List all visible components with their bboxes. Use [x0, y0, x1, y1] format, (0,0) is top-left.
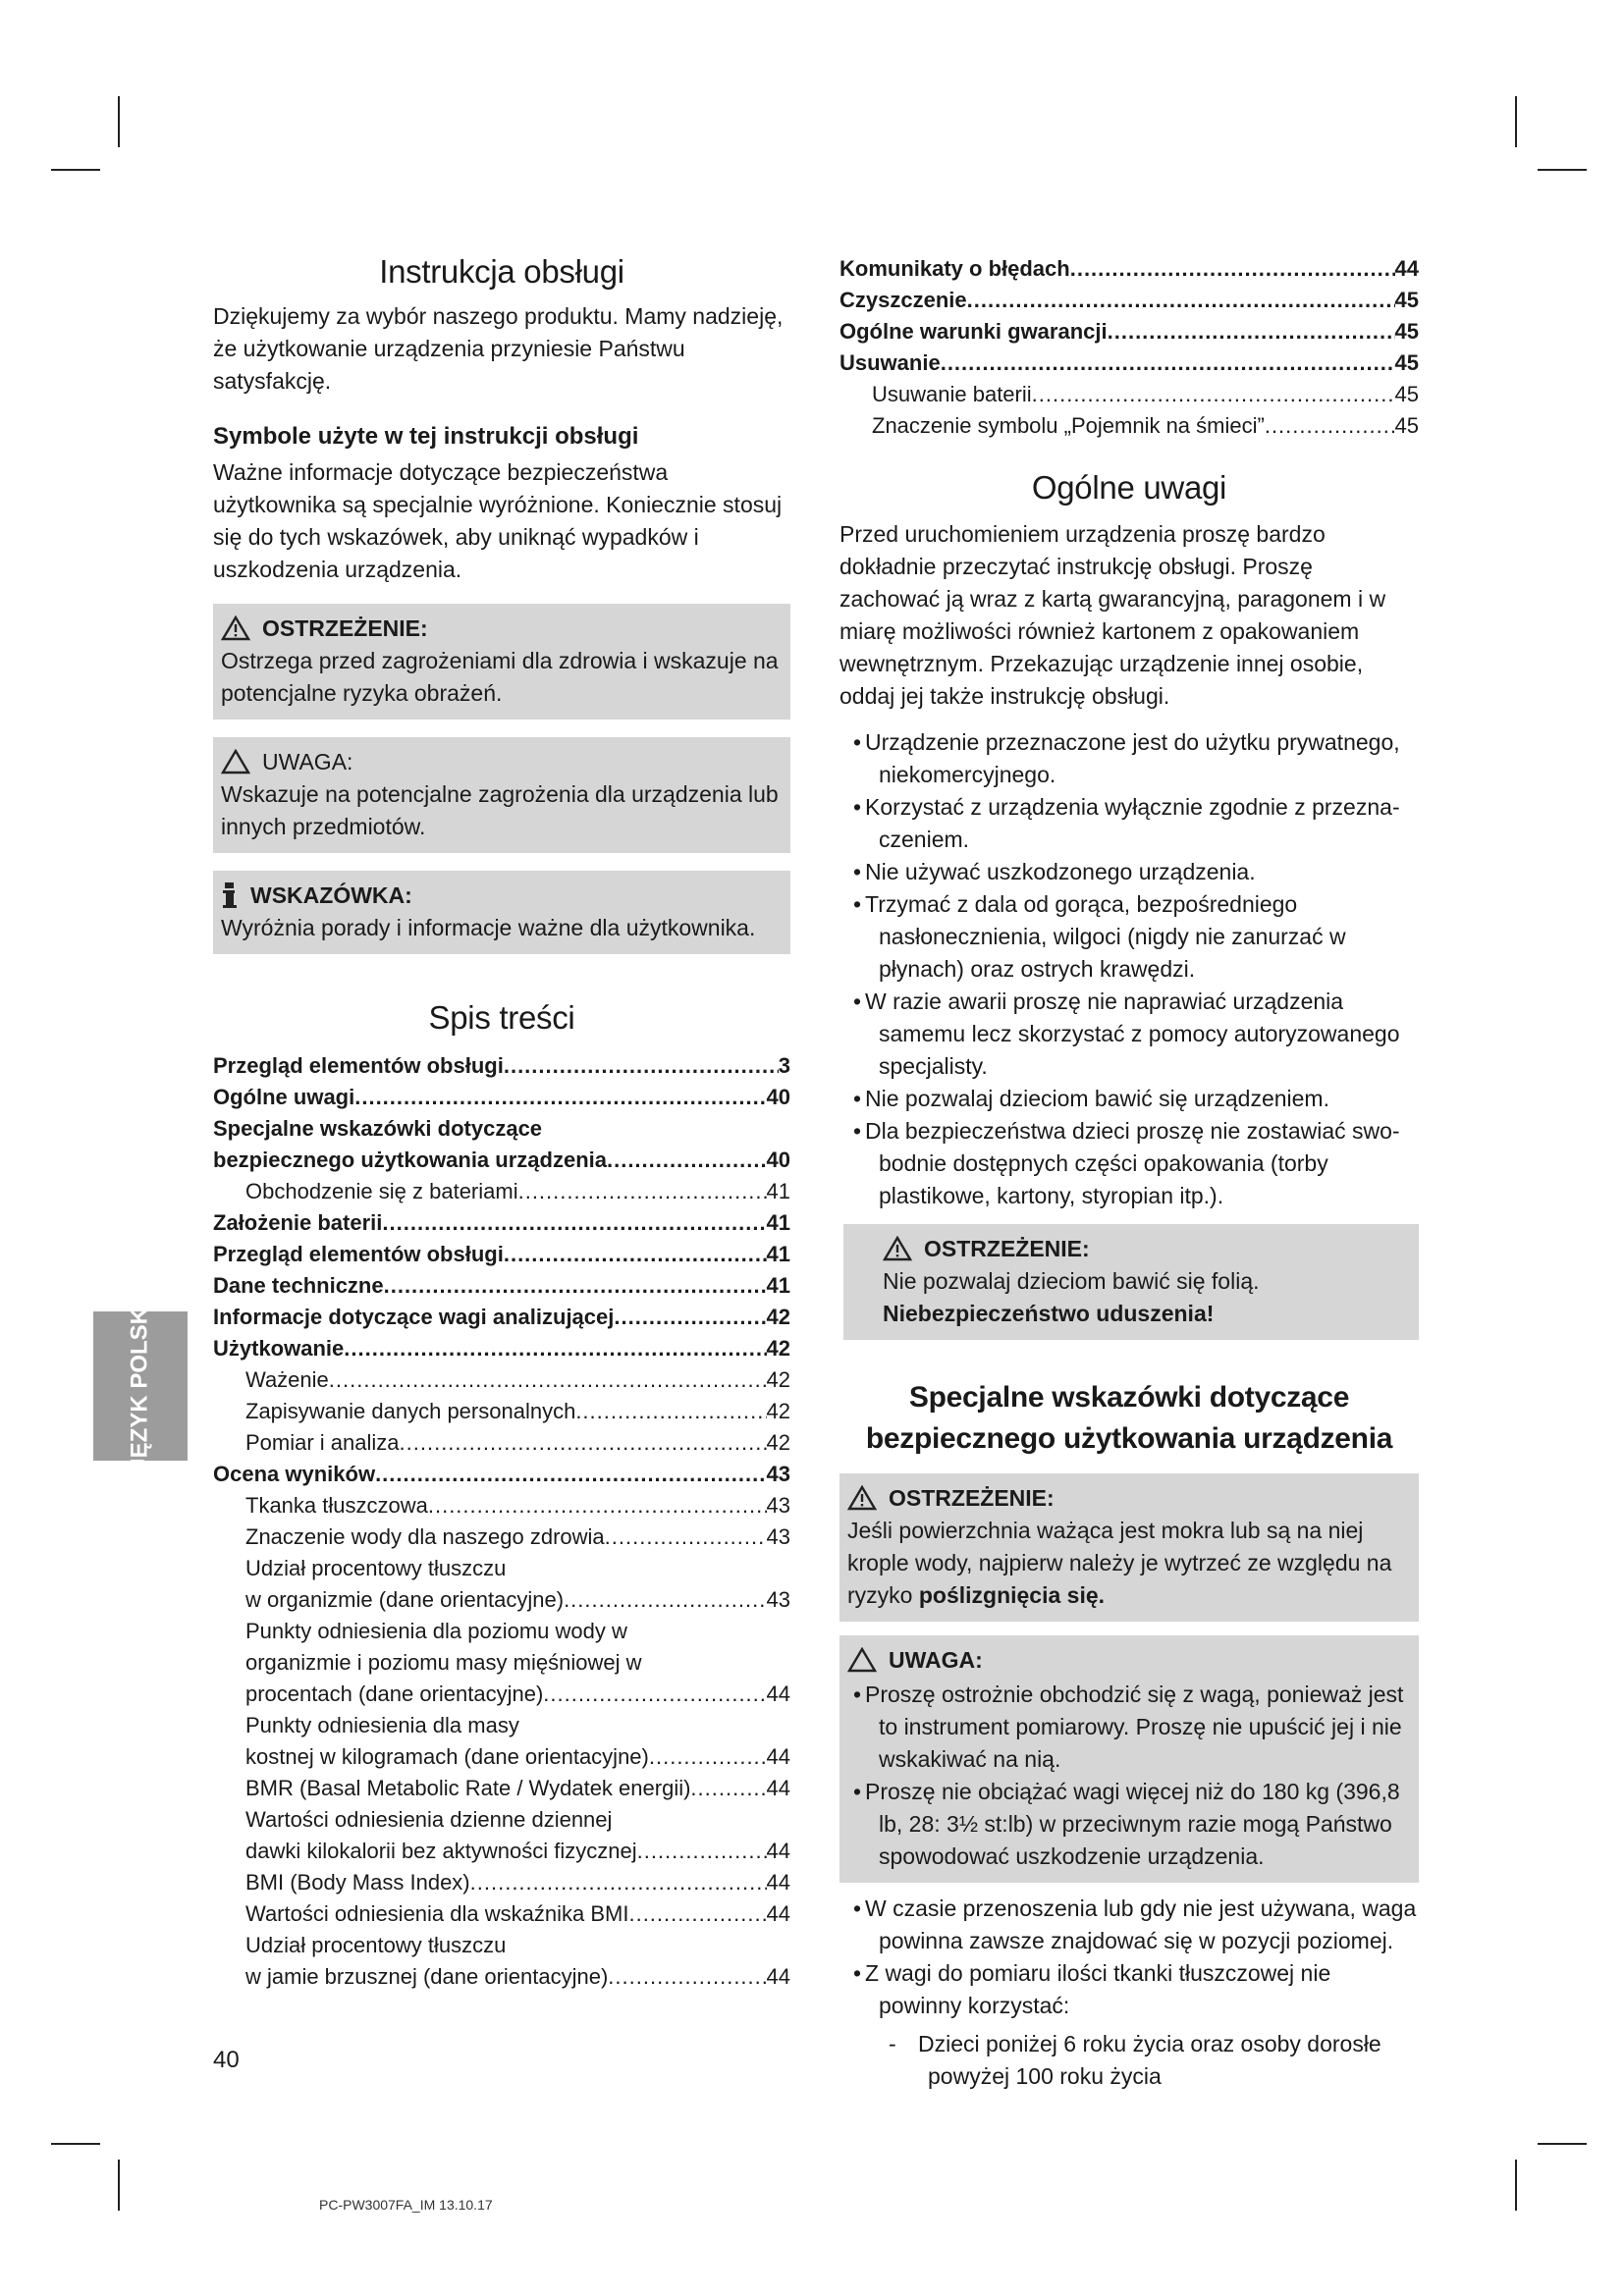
warning-triangle-icon — [883, 1236, 912, 1261]
bullet-item — [839, 986, 1419, 1083]
hint-box — [213, 871, 790, 954]
bullet-item-text: Trzymać z dala od gorąca, bezpośredniego nasłonecznienia, wilgoci (nigdy nie zanurzać w płynach) oraz ostrych krawędzi. — [865, 891, 1346, 982]
general-title: Ogólne uwagi — [1031, 469, 1227, 506]
bullet-item-text: Z wagi do pomiaru ilości tkanki tłuszczowej nie powinny korzystać: — [865, 1960, 1331, 2018]
toc-dot-leader — [400, 1427, 767, 1459]
warning-text-bold: Niebezpieczeństwo uduszenia! — [883, 1301, 1215, 1326]
toc-dot-leader — [608, 1961, 766, 1993]
toc-entry-page: 42 — [766, 1336, 790, 1361]
right-column — [839, 253, 1419, 2093]
bullet-item — [839, 1957, 1419, 2022]
bullet-item-text: Nie pozwalaj dzieciom bawić się urządzeniem. — [865, 1086, 1329, 1111]
toc-entry-title: organizmie i poziomu masy mięśniowej w — [245, 1650, 642, 1675]
toc-entry-title: Komunikaty o błędach — [839, 256, 1070, 281]
toc-entry-title: w organizmie (dane orientacyjne) — [245, 1587, 565, 1612]
bullet-item — [839, 1893, 1419, 1957]
toc-entry-page: 45 — [1394, 288, 1419, 312]
toc-entry — [213, 1396, 790, 1427]
toc-entry — [213, 1082, 790, 1113]
bullet-item — [839, 1679, 1411, 1776]
toc-entry — [213, 1459, 790, 1490]
bullet-item-text: Korzystać z urządzenia wyłącznie zgodnie z przeznaczeniem. — [865, 794, 1400, 852]
toc-dot-leader — [690, 1773, 766, 1804]
page-number: 40 — [213, 2047, 240, 2073]
toc-entry-title: Punkty odniesienia dla masy — [245, 1713, 519, 1737]
language-side-tab — [93, 1301, 188, 1471]
toc-entry-page: 42 — [766, 1399, 790, 1423]
info-icon — [221, 881, 239, 909]
caution-label: UWAGA: — [262, 749, 353, 774]
toc-dot-leader — [614, 1302, 766, 1333]
toc-entry-title: Ogólne warunki gwarancji — [839, 319, 1108, 344]
toc-entry — [213, 1302, 790, 1333]
toc-dot-leader — [637, 1836, 767, 1867]
caution-triangle-icon — [221, 749, 250, 774]
toc-entry-title: Usuwanie baterii — [872, 382, 1032, 406]
toc-entry-title: Znaczenie symbolu „Pojemnik na śmieci” — [872, 413, 1265, 438]
toc-entry-title: Ocena wyników — [213, 1462, 376, 1486]
warning-box — [213, 604, 790, 720]
general-bullets — [839, 726, 1419, 1212]
toc-entry — [213, 1741, 790, 1773]
toc-dot-leader — [649, 1741, 767, 1773]
toc-entry-page: 45 — [1394, 350, 1419, 375]
toc-entry — [213, 1207, 790, 1239]
dash-item-text: Dzieci poniżej 6 roku życia oraz osoby dorosłe powyżej 100 roku życia — [918, 2031, 1381, 2089]
caution-box-scale — [839, 1635, 1419, 1883]
bullet-item — [839, 791, 1419, 856]
warning-triangle-icon — [221, 615, 250, 641]
toc-entry-title: BMI (Body Mass Index) — [245, 1870, 470, 1895]
special-bullets — [839, 1893, 1419, 2022]
bullet-item — [839, 1115, 1419, 1212]
toc-dot-leader — [382, 1207, 766, 1239]
toc-entry-title: kostnej w kilogramach (dane orientacyjne) — [245, 1744, 649, 1769]
toc-entry — [213, 1113, 790, 1145]
caution-box — [213, 737, 790, 853]
bullet-item — [839, 1083, 1419, 1115]
toc-dot-leader — [504, 1050, 779, 1082]
crop-mark — [1538, 2143, 1587, 2145]
toc-entry-page: 44 — [766, 1776, 790, 1800]
toc-dot-leader — [967, 285, 1395, 316]
table-of-contents-continued — [839, 253, 1419, 442]
toc-entry-title: Czyszczenie — [839, 288, 967, 312]
toc-dot-leader — [375, 1459, 766, 1490]
toc-entry — [213, 1490, 790, 1522]
toc-entry-page: 44 — [766, 1839, 790, 1863]
toc-entry — [213, 1239, 790, 1270]
toc-dot-leader — [1032, 379, 1395, 410]
toc-entry — [839, 410, 1419, 442]
bullet-item-text: Nie używać uszkodzonego urządzenia. — [865, 859, 1256, 884]
toc-entry-page: 44 — [766, 1744, 790, 1769]
bullet-item-text: Proszę ostrożnie obchodzić się z wagą, ponieważ jest to instrument pomiarowy. Proszę nie upuścić jej i nie wskakiwać na nią. — [865, 1682, 1404, 1772]
toc-entry-title: Wartości odniesienia dzienne dziennej — [245, 1807, 613, 1832]
toc-entry-page: 43 — [766, 1524, 790, 1549]
bullet-item-text: Dla bezpieczeństwa dzieci proszę nie zostawiać swobodnie dostępnych części opakowania (torby plastikowe, kartony, styropian itp.). — [865, 1118, 1400, 1208]
toc-entry — [213, 1930, 790, 1961]
toc-entry-page: 44 — [766, 1870, 790, 1895]
left-column — [213, 253, 790, 1993]
toc-dot-leader — [941, 347, 1395, 379]
toc-entry-title: Założenie baterii — [213, 1210, 383, 1235]
toc-entry-title: Specjalne wskazówki dotyczące — [213, 1116, 543, 1141]
hint-text: Wyróżnia porady i informacje ważne dla użytkownika. — [221, 915, 756, 940]
toc-entry — [213, 1710, 790, 1741]
toc-entry — [213, 1584, 790, 1616]
toc-entry-page: 43 — [766, 1493, 790, 1518]
toc-entry-title: Przegląd elementów obsługi — [213, 1053, 504, 1078]
toc-dot-leader — [1108, 316, 1395, 347]
toc-entry-title: Informacje dotyczące wagi analizującej — [213, 1305, 615, 1329]
toc-entry — [213, 1050, 790, 1082]
toc-entry — [213, 1836, 790, 1867]
crop-mark — [1515, 2160, 1517, 2211]
bullet-item — [839, 856, 1419, 888]
toc-entry — [213, 1804, 790, 1836]
toc-entry — [213, 1333, 790, 1364]
toc-entry — [213, 1270, 790, 1302]
toc-entry-title: Znaczenie wody dla naszego zdrowia — [245, 1524, 605, 1549]
toc-entry-title: Przegląd elementów obsługi — [213, 1242, 504, 1266]
dash-list — [839, 2028, 1419, 2093]
caution-label: UWAGA: — [889, 1647, 983, 1673]
general-text: Przed uruchomieniem urządzenia proszę bardzo dokładnie przeczytać instrukcję obsługi. Proszę zachować ją wraz z kartą gwarancyjną, paragonem i w miarę możliwości również kartonem z opakowaniem wewnętrznym. Przekazując urządzenie innej osobie, oddaj jej także instrukcję obsługi. — [839, 521, 1386, 709]
toc-entry — [213, 1616, 790, 1647]
toc-entry-page: 42 — [766, 1305, 790, 1329]
crop-mark — [1515, 96, 1517, 147]
warning-text-bold: poślizgnięcia się. — [918, 1582, 1106, 1608]
toc-entry — [213, 1679, 790, 1710]
toc-dot-leader — [504, 1239, 767, 1270]
bullet-item-text: Proszę nie obciążać wagi więcej niż do 180 kg (396,8 lb, 28: 3½ st:lb) w przeciwnym razie mogą Państwo spowodować uszkodzenie urządzenia. — [865, 1779, 1400, 1869]
intro-text: Dziękujemy za wybór naszego produktu. Mamy nadzieję, że użytkowanie urządzenia przyniesie Państwu satysfakcję. — [213, 303, 784, 394]
toc-entry-title: Zapisywanie danych personalnych — [245, 1399, 576, 1423]
toc-entry-page: 3 — [778, 1053, 790, 1078]
toc-dot-leader — [470, 1867, 767, 1898]
warning-text — [847, 1515, 1411, 1612]
toc-entry — [213, 1961, 790, 1993]
toc-entry-page: 45 — [1394, 319, 1419, 344]
toc-dot-leader — [564, 1584, 766, 1616]
crop-mark — [51, 2143, 100, 2145]
toc-entry — [839, 316, 1419, 347]
bullet-item-text: Urządzenie przeznaczone jest do użytku prywatnego, niekomercyjnego. — [865, 729, 1400, 787]
warning-label: OSTRZEŻENIE: — [889, 1485, 1055, 1511]
crop-mark — [118, 96, 120, 147]
toc-entry — [213, 1647, 790, 1679]
toc-entry — [213, 1364, 790, 1396]
toc-entry-page: 40 — [766, 1085, 790, 1109]
toc-entry-page: 41 — [766, 1242, 790, 1266]
toc-entry-title: Tkanka tłuszczowa — [245, 1493, 428, 1518]
warning-text: Ostrzega przed zagrożeniami dla zdrowia i wskazuje na potencjalne ryzyka obrażeń. — [221, 648, 779, 706]
warning-text-normal: Jeśli powierzchnia ważąca jest mokra lub są na niej krople wody, najpierw należy je wytrzeć ze względu na ryzyko — [847, 1518, 1392, 1608]
caution-triangle-icon — [847, 1647, 877, 1673]
toc-entry-title: bezpiecznego użytkowania urządzenia — [213, 1148, 607, 1172]
toc-dot-leader — [329, 1364, 767, 1396]
toc-dot-leader — [628, 1898, 766, 1930]
toc-entry — [839, 253, 1419, 285]
toc-entry — [839, 347, 1419, 379]
toc-entry — [213, 1176, 790, 1207]
toc-dot-leader — [428, 1490, 767, 1522]
toc-entry-page: 44 — [766, 1901, 790, 1926]
toc-entry — [213, 1773, 790, 1804]
toc-entry-page: 41 — [766, 1210, 790, 1235]
toc-entry-title: Obchodzenie się z bateriami — [245, 1179, 518, 1203]
hint-label: WSKAZÓWKA: — [250, 882, 412, 908]
warning-box-wet — [839, 1473, 1419, 1622]
bullet-item — [839, 726, 1419, 791]
doc-title: Instrukcja obsługi — [379, 253, 624, 290]
toc-entry-title: Ogólne uwagi — [213, 1085, 355, 1109]
toc-entry-title: Wartości odniesienia dla wskaźnika BMI — [245, 1901, 629, 1926]
toc-dot-leader — [354, 1082, 766, 1113]
toc-entry — [213, 1522, 790, 1553]
toc-dot-leader — [605, 1522, 767, 1553]
crop-mark — [51, 169, 100, 171]
toc-entry-title: Punkty odniesienia dla poziomu wody w — [245, 1619, 627, 1643]
warning-label: OSTRZEŻENIE: — [924, 1236, 1090, 1261]
toc-entry-page: 43 — [766, 1587, 790, 1612]
toc-entry — [213, 1898, 790, 1930]
toc-entry — [213, 1867, 790, 1898]
toc-entry-page: 42 — [766, 1430, 790, 1455]
language-label: JĘZYK POLSKI — [127, 1301, 153, 1471]
toc-entry-title: Użytkowanie — [213, 1336, 345, 1361]
toc-dot-leader — [1265, 410, 1395, 442]
warning-triangle-icon — [847, 1485, 877, 1511]
toc-dot-leader — [575, 1396, 766, 1427]
toc-entry-page: 44 — [766, 1964, 790, 1989]
toc-entry — [839, 379, 1419, 410]
toc-entry-page: 42 — [766, 1367, 790, 1392]
toc-entry — [839, 285, 1419, 316]
toc-dot-leader — [543, 1679, 766, 1710]
toc-dot-leader — [384, 1270, 767, 1302]
bullet-item-text: W razie awarii proszę nie naprawiać urządzenia samemu lecz skorzystać z pomocy autoryzowanego specjalisty. — [865, 988, 1400, 1079]
toc-entry-page: 41 — [766, 1273, 790, 1298]
toc-entry-page: 45 — [1394, 413, 1419, 438]
toc-entry-title: dawki kilokalorii bez aktywności fizycznej — [245, 1839, 637, 1863]
toc-entry — [213, 1553, 790, 1584]
toc-dot-leader — [344, 1333, 766, 1364]
dash-item — [839, 2028, 1419, 2093]
warning-text — [883, 1265, 1411, 1330]
warning-label: OSTRZEŻENIE: — [262, 615, 428, 641]
bullet-item — [839, 888, 1419, 986]
crop-mark — [1538, 169, 1587, 171]
toc-entry-title: procentach (dane orientacyjne) — [245, 1682, 544, 1706]
special-title: Specjalne wskazówki dotyczące bezpiecznego użytkowania urządzenia — [865, 1381, 1393, 1455]
toc-entry-page: 45 — [1394, 382, 1419, 406]
caution-bullets — [839, 1679, 1411, 1873]
footer-code: PC-PW3007FA_IM 13.10.17 — [319, 2197, 493, 2213]
toc-entry-title: Ważenie — [245, 1367, 329, 1392]
table-of-contents — [213, 1050, 790, 1993]
toc-entry — [213, 1427, 790, 1459]
toc-entry-title: Udział procentowy tłuszczu — [245, 1933, 507, 1957]
warning-text-normal: Nie pozwalaj dzieciom bawić się folią. — [883, 1268, 1260, 1294]
toc-entry-page: 41 — [766, 1179, 790, 1203]
symbols-heading: Symbole użyte w tej instrukcji obsługi — [213, 423, 639, 450]
crop-mark — [118, 2160, 120, 2211]
bullet-item — [839, 1776, 1411, 1873]
toc-entry-page: 44 — [1394, 256, 1419, 281]
toc-entry-title: BMR (Basal Metabolic Rate / Wydatek energii) — [245, 1776, 691, 1800]
toc-dot-leader — [518, 1176, 767, 1207]
caution-text: Wskazuje na potencjalne zagrożenia dla urządzenia lub innych przedmiotów. — [221, 781, 779, 839]
toc-entry-page: 40 — [766, 1148, 790, 1172]
toc-entry-title: Pomiar i analiza — [245, 1430, 400, 1455]
toc-entry-page: 43 — [766, 1462, 790, 1486]
toc-dot-leader — [1070, 253, 1395, 285]
toc-entry-page: 44 — [766, 1682, 790, 1706]
toc-entry-title: Udział procentowy tłuszczu — [245, 1556, 507, 1580]
toc-entry-title: Usuwanie — [839, 350, 941, 375]
toc-entry-title: Dane techniczne — [213, 1273, 384, 1298]
toc-entry-title: w jamie brzusznej (dane orientacyjne) — [245, 1964, 609, 1989]
toc-dot-leader — [607, 1145, 767, 1176]
toc-entry — [213, 1145, 790, 1176]
symbols-text: Ważne informacje dotyczące bezpieczeństwa użytkownika są specjalnie wyróżnione. Koniecznie stosuj się do tych wskazówek, aby uniknąć wypadków i uszkodzenia urządzenia. — [213, 459, 783, 582]
bullet-item-text: W czasie przenoszenia lub gdy nie jest używana, waga powinna zawsze znajdować się w pozycji poziomej. — [865, 1896, 1417, 1953]
warning-box-foil — [843, 1224, 1419, 1340]
toc-title: Spis treści — [428, 999, 575, 1036]
